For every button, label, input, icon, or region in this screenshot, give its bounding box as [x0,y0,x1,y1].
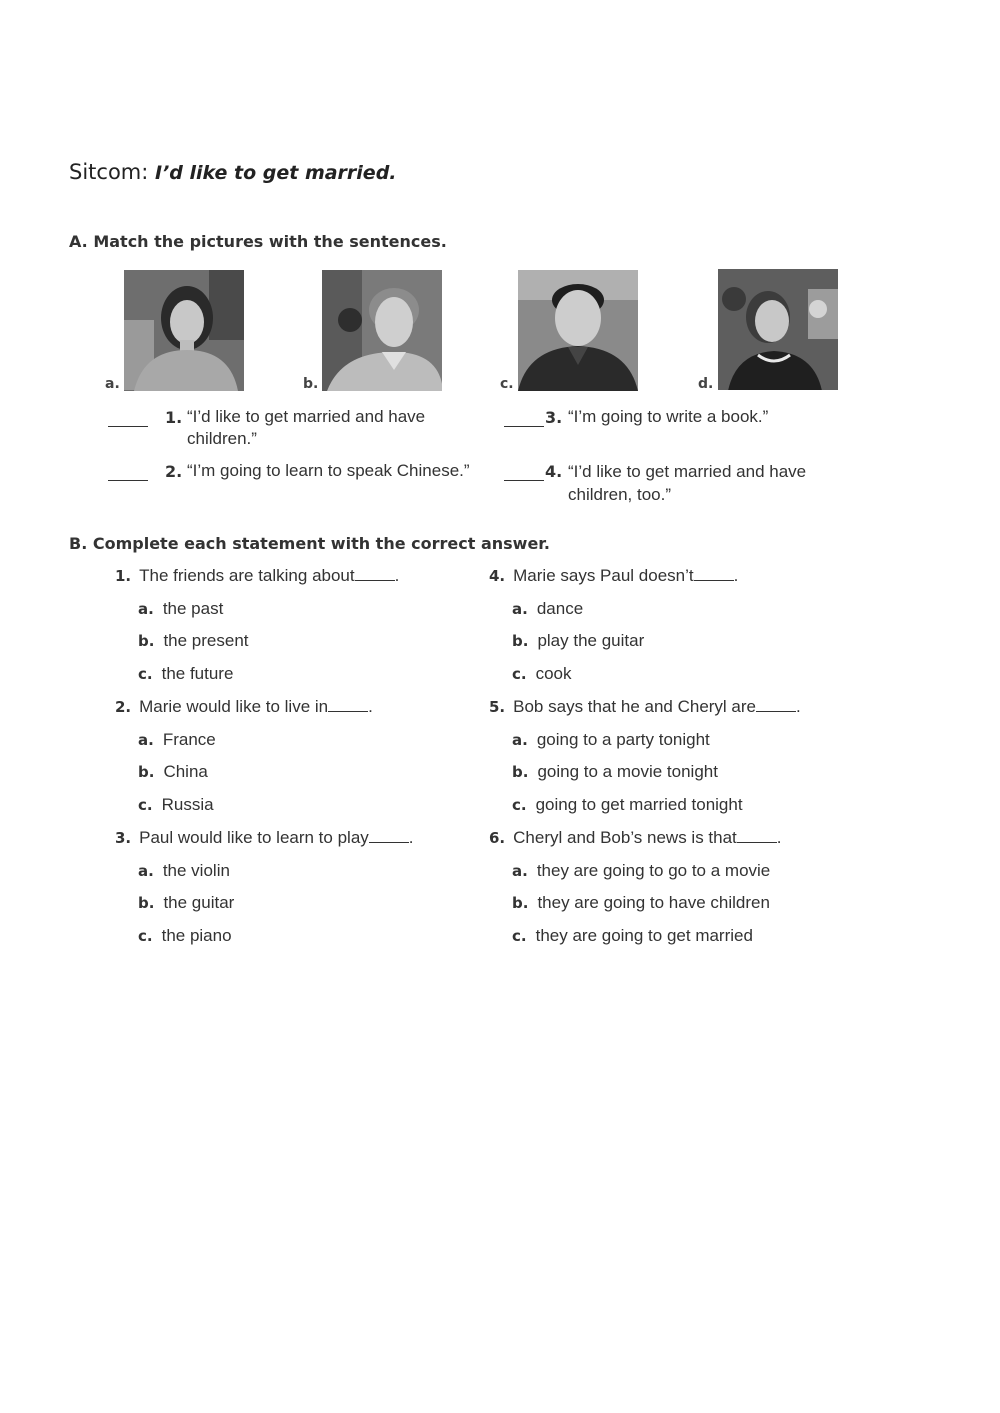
section-a-heading: A. Match the pictures with the sentences. [69,232,447,251]
option-5b[interactable] [512,762,718,782]
option-3a[interactable] [138,861,230,881]
question-text: Cheryl and Bob’s news is that [513,828,737,847]
answer-blank-1[interactable] [108,426,148,427]
option-1c[interactable] [138,664,233,684]
question-end: . [733,566,739,585]
option-letter: b. [512,763,529,781]
option-letter: b. [138,763,155,781]
option-letter: a. [512,731,528,749]
picture-letter-c: c. [500,376,514,392]
match-item-num-2: 2. [165,462,183,481]
option-letter: b. [512,894,529,912]
question-4 [489,566,738,586]
question-num: 2. [115,698,132,716]
option-text: the future [161,664,234,683]
option-text: the piano [161,926,232,945]
match-item-num-3: 3. [545,408,563,427]
option-5a[interactable] [512,730,710,750]
option-text: going to a party tonight [536,730,710,749]
option-text: they are going to go to a movie [536,861,771,880]
match-item-text-2: “I’m going to learn to speak Chinese.” [187,461,470,480]
question-num: 6. [489,829,506,847]
option-2b[interactable] [138,762,208,782]
match-item-num-4: 4. [545,462,563,481]
option-letter: a. [138,600,154,618]
picture-letter-d: d. [698,376,714,392]
match-item-text-4: “I’d like to get married and have children, too.” [568,462,807,504]
question-blank[interactable] [328,711,368,712]
option-text: cook [535,664,572,683]
option-2c[interactable] [138,795,214,815]
option-text: play the guitar [537,631,645,650]
photo-c [518,270,638,391]
option-text: going to a movie tonight [537,762,718,781]
option-text: the past [162,599,224,618]
option-4b[interactable] [512,631,644,651]
option-text: Russia [161,795,214,814]
match-item-num-1: 1. [165,408,183,427]
option-text: the present [163,631,249,650]
match-item-text-3: “I’m going to write a book.” [568,407,769,426]
option-4a[interactable] [512,599,583,619]
option-6b[interactable] [512,893,770,913]
option-text: China [163,762,208,781]
question-1 [115,566,399,586]
question-text: Paul would like to learn to play [139,828,369,847]
question-blank[interactable] [369,842,409,843]
photo-d [718,269,838,390]
question-blank[interactable] [355,580,395,581]
section-b-heading: B. Complete each statement with the correct answer. [69,534,550,553]
option-letter: c. [138,796,153,814]
option-2a[interactable] [138,730,216,750]
question-end: . [394,566,400,585]
option-text: the violin [162,861,230,880]
question-end: . [776,828,782,847]
option-letter: b. [138,632,155,650]
option-6a[interactable] [512,861,770,881]
option-letter: b. [138,894,155,912]
question-2 [115,697,373,717]
photo-a [124,270,244,391]
option-text: going to get married tonight [535,795,743,814]
option-text: they are going to get married [535,926,753,945]
question-num: 3. [115,829,132,847]
question-blank[interactable] [737,842,777,843]
match-item-text-1: “I’d like to get married and have children.” [187,407,426,448]
picture-letter-a: a. [105,376,120,392]
answer-blank-4[interactable] [504,480,544,481]
option-letter: a. [512,862,528,880]
question-text: Marie says Paul doesn’t [513,566,694,585]
option-4c[interactable] [512,664,572,684]
option-letter: c. [138,665,153,683]
question-text: Bob says that he and Cheryl are [513,697,757,716]
photo-b [322,270,442,391]
option-letter: c. [512,665,527,683]
option-6c[interactable] [512,926,753,946]
title-prefix: Sitcom: [69,160,149,184]
option-letter: a. [138,862,154,880]
option-text: dance [536,599,584,618]
option-3b[interactable] [138,893,234,913]
option-letter: c. [138,927,153,945]
question-5 [489,697,801,717]
page-title [69,160,397,184]
option-letter: c. [512,796,527,814]
question-6 [489,828,782,848]
option-1b[interactable] [138,631,249,651]
option-text: the guitar [163,893,235,912]
question-end: . [796,697,801,716]
question-text: Marie would like to live in [139,697,329,716]
option-text: they are going to have children [537,893,770,912]
option-text: France [162,730,216,749]
answer-blank-3[interactable] [504,426,544,427]
question-num: 5. [489,698,506,716]
option-letter: b. [512,632,529,650]
option-letter: a. [138,731,154,749]
option-1a[interactable] [138,599,223,619]
option-3c[interactable] [138,926,232,946]
question-end: . [408,828,414,847]
option-letter: c. [512,927,527,945]
option-letter: a. [512,600,528,618]
answer-blank-2[interactable] [108,480,148,481]
question-end: . [368,697,373,716]
question-num: 1. [115,567,132,585]
question-blank[interactable] [756,711,796,712]
picture-letter-b: b. [303,376,319,392]
option-5c[interactable] [512,795,743,815]
question-text: The friends are talking about [139,566,355,585]
question-num: 4. [489,567,506,585]
question-blank[interactable] [694,580,734,581]
question-3 [115,828,414,848]
title-italic: I’d like to get married. [155,162,397,184]
